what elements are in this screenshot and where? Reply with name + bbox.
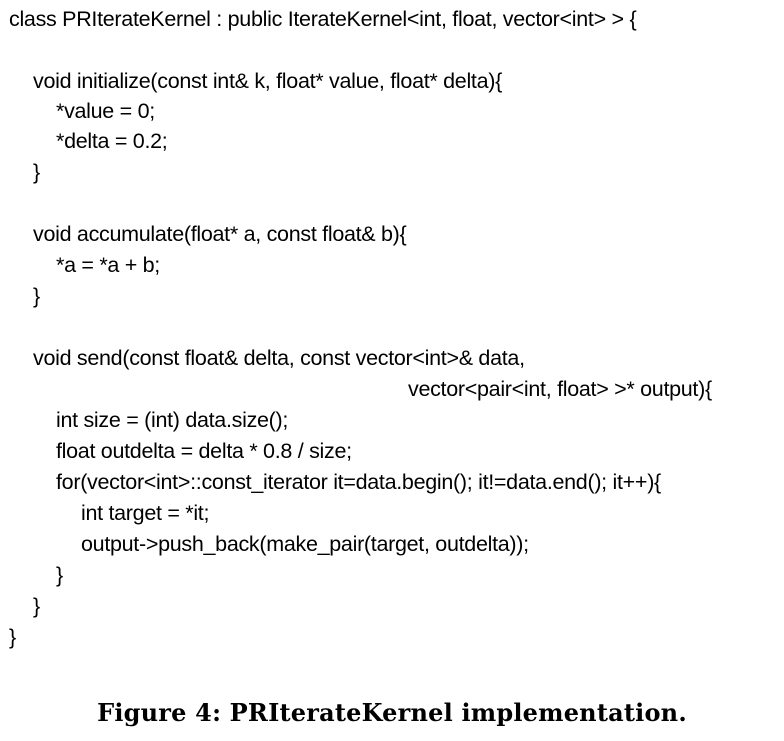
code-line: } [33, 284, 40, 308]
code-line: vector<pair<int, float> >* output){ [408, 377, 712, 401]
code-line: float outdelta = delta * 0.8 / size; [56, 439, 352, 463]
figure-caption: Figure 4: PRIterateKernel implementation. [97, 698, 687, 727]
code-line: } [33, 594, 40, 618]
code-line: *delta = 0.2; [56, 129, 168, 153]
code-line: int size = (int) data.size(); [56, 408, 289, 432]
code-line: } [56, 563, 63, 587]
code-line: *value = 0; [56, 99, 155, 123]
code-line: } [9, 625, 16, 649]
code-line: void send(const float& delta, const vector<int>& data, [33, 346, 525, 370]
code-line: void accumulate(float* a, const float& b){ [33, 222, 407, 246]
code-line: output->push_back(make_pair(target, outdelta)); [81, 532, 529, 556]
code-line: for(vector<int>::const_iterator it=data.begin(); it!=data.end(); it++){ [56, 470, 661, 494]
code-line: *a = *a + b; [56, 253, 160, 277]
code-line: class PRIterateKernel : public IterateKernel<int, float, vector<int> > { [9, 7, 637, 31]
code-line: int target = *it; [81, 501, 210, 525]
code-line: void initialize(const int& k, float* value, float* delta){ [33, 69, 502, 93]
code-line: } [33, 160, 40, 184]
